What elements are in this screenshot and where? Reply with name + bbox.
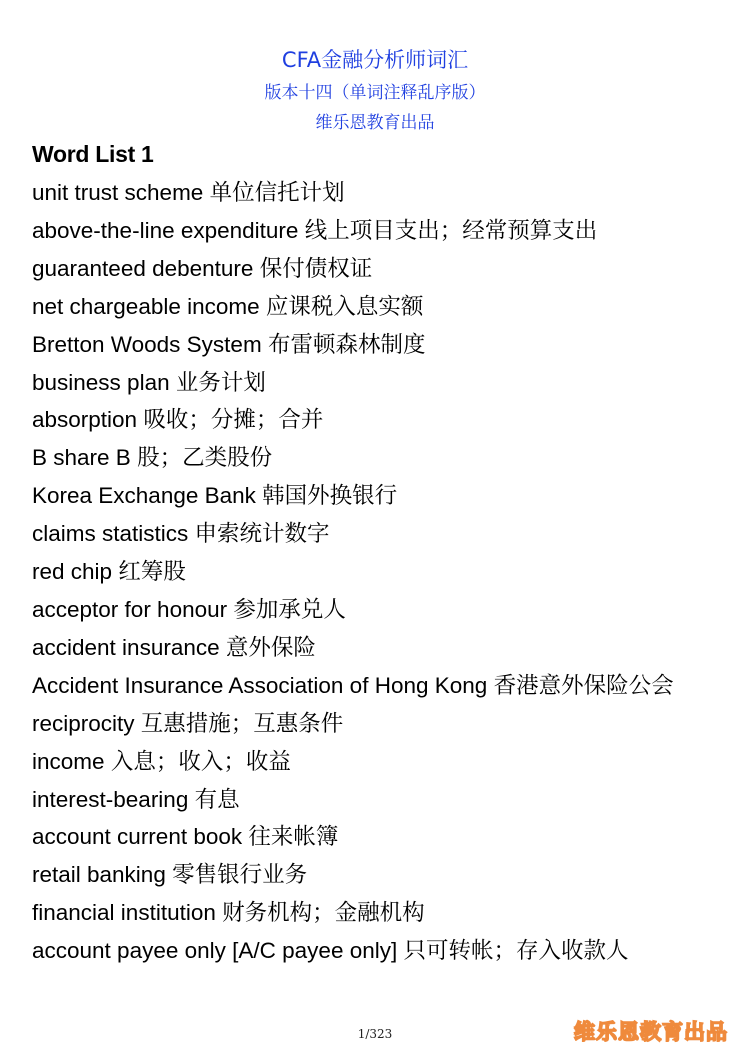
vocabulary-entry <box>32 553 722 591</box>
entry-term: net chargeable income <box>32 293 260 319</box>
vocabulary-entry <box>32 364 722 402</box>
entry-definition: 互惠措施；互惠条件 <box>140 710 344 736</box>
entry-term: account current book <box>32 824 243 850</box>
entry-term: claims statistics <box>32 521 189 547</box>
entry-term: income <box>32 748 105 774</box>
entry-term: unit trust scheme <box>32 180 204 205</box>
vocabulary-entry <box>32 477 722 515</box>
vocabulary-entry <box>32 932 722 970</box>
entry-term: Korea Exchange Bank <box>32 483 256 509</box>
entry-definition: 红筹股 <box>118 559 186 585</box>
vocabulary-entry <box>32 894 722 932</box>
vocabulary-entry <box>32 439 722 477</box>
vocabulary-entry <box>32 743 722 781</box>
entry-definition: 有息 <box>194 786 240 812</box>
entry-term: financial institution <box>32 900 216 926</box>
vocabulary-entry <box>32 288 722 326</box>
entry-term: retail banking <box>32 862 166 888</box>
entry-definition: 只可转帐；存入收款人 <box>403 938 629 964</box>
entry-definition: 零售银行业务 <box>172 862 308 888</box>
entry-term: absorption <box>32 407 138 433</box>
entry-term: acceptor for honour <box>32 596 228 622</box>
vocabulary-entry <box>32 667 722 705</box>
entry-definition: 保付债权证 <box>259 255 373 281</box>
document-title: CFA金融分析师词汇 <box>281 48 469 72</box>
page-number: 1/323 <box>357 1027 393 1041</box>
entry-definition: 韩国外换银行 <box>262 483 398 509</box>
entry-term: above-the-line expenditure <box>32 217 299 243</box>
vocabulary-entry <box>32 856 722 894</box>
entry-term: red chip <box>32 559 113 585</box>
vocabulary-entry <box>32 174 722 212</box>
entry-definition: 单位信托计划 <box>209 180 345 205</box>
vocabulary-list <box>32 174 722 970</box>
vocabulary-entry <box>32 591 722 629</box>
entry-definition: 往来帐簿 <box>248 824 339 850</box>
entry-definition: 香港意外保险公会 <box>493 672 674 698</box>
entry-definition: 入息；收入；收益 <box>110 748 291 774</box>
entry-definition: 布雷顿森林制度 <box>267 331 426 357</box>
vocabulary-entry <box>32 401 722 439</box>
entry-term: B share B <box>32 445 131 471</box>
entry-definition: 股；乙类股份 <box>137 445 273 471</box>
vocabulary-entry <box>32 818 722 856</box>
publisher-watermark: 维乐恩教育出品 <box>574 1020 728 1044</box>
entry-term: guaranteed debenture <box>32 255 254 281</box>
entry-term: Bretton Woods System <box>32 331 262 357</box>
document-subtitle: 版本十四（单词注释乱序版） <box>264 83 486 103</box>
entry-definition: 财务机构；金融机构 <box>222 900 425 926</box>
entry-definition: 参加承兑人 <box>233 596 346 622</box>
vocabulary-entry <box>32 629 722 667</box>
vocabulary-entry <box>32 212 722 250</box>
entry-term: Accident Insurance Association of Hong Kong <box>32 672 488 698</box>
vocabulary-entry <box>32 705 722 743</box>
publisher-line: 维乐恩教育出品 <box>315 113 435 133</box>
entry-term: reciprocity <box>32 710 135 736</box>
entry-term: accident insurance <box>32 634 220 660</box>
entry-definition: 申索统计数字 <box>194 521 330 547</box>
entry-definition: 线上项目支出；经常预算支出 <box>304 217 598 243</box>
vocabulary-entry <box>32 781 722 819</box>
entry-term: business plan <box>32 369 170 395</box>
entry-definition: 意外保险 <box>225 634 316 660</box>
vocabulary-entry <box>32 515 722 553</box>
vocabulary-entry <box>32 250 722 288</box>
entry-term: account payee only [A/C payee only] <box>32 938 398 964</box>
entry-definition: 业务计划 <box>175 369 266 395</box>
vocabulary-entry <box>32 326 722 364</box>
entry-definition: 吸收；分摊；合并 <box>143 407 324 433</box>
word-list-heading: Word List 1 <box>32 141 154 167</box>
entry-term: interest-bearing <box>32 786 189 812</box>
entry-definition: 应课税入息实额 <box>265 293 424 319</box>
